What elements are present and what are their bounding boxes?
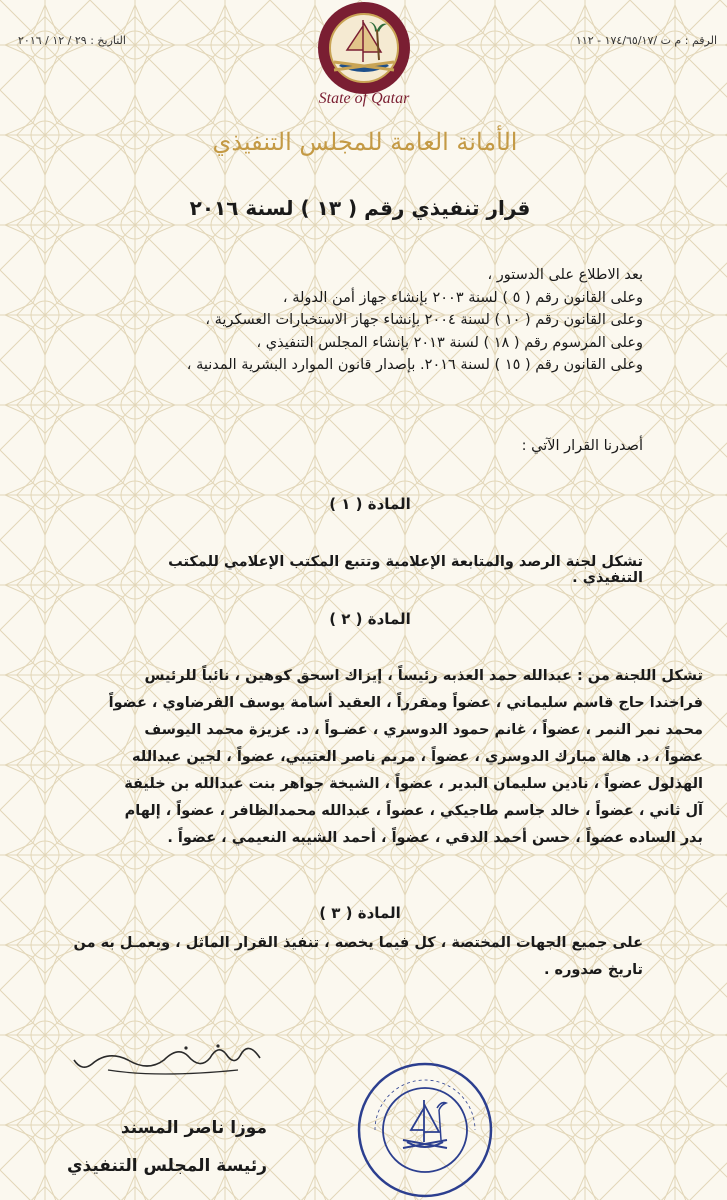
preamble-line: وعلى القانون رقم ( ١٥ ) لسنة ٢٠١٦. بإصدار قانون الموارد البشرية المدنية ،	[186, 357, 643, 373]
article-2-line: محمد نمر النمر ، عضواً ، غانم حمود الدوسري ، عضـواً ، د. عزيزة محمد اليوسف	[144, 722, 703, 738]
article-1-heading: المادة ( ١ )	[329, 495, 411, 513]
secretariat-heading: الأمانة العامة للمجلس التنفيذي	[212, 128, 518, 156]
state-emblem-icon	[289, 0, 439, 110]
preamble-line: وعلى القانون رقم ( ١٠ ) لسنة ٢٠٠٤ بإنشاء جهاز الاستخبارات العسكرية ،	[205, 312, 643, 328]
signature-image	[68, 1030, 268, 1080]
decree-title: قرار تنفيذي رقم ( ١٣ ) لسنة ٢٠١٦	[189, 196, 531, 220]
preamble-line: وعلى القانون رقم ( ٥ ) لسنة ٢٠٠٣ بإنشاء جهاز أمن الدولة ،	[282, 289, 643, 306]
preamble-line: وعلى المرسوم رقم ( ١٨ ) لسنة ٢٠١٣ بإنشاء المجلس التنفيذي ،	[256, 334, 643, 351]
article-3-line: تاريخ صدوره .	[543, 962, 643, 978]
article-3-text	[43, 930, 643, 984]
decree-date: التاريخ : ٢٩ / ١٢ / ٢٠١٦	[18, 34, 126, 47]
article-1-text: تشكل لجنة الرصد والمتابعة الإعلامية وتتبع المكتب الإعلامي للمكتب التنفيذي .	[168, 554, 643, 586]
article-3-heading: المادة ( ٣ )	[319, 904, 401, 922]
article-2-text	[23, 663, 703, 852]
article-3-line: على جميع الجهات المختصة ، كل فيما يخصه ، تنفيذ القرار الماثل ، ويعمـل به من	[73, 935, 643, 951]
article-2-line: عضواً ، د. هالة مبارك الدوسري ، عضواً ، مريم ناصر العتيبي، عضواً ، لجين عبدالله	[131, 749, 703, 765]
issued-statement: أصدرنا القرار الآتي :	[521, 438, 643, 454]
preamble-line: بعد الاطلاع على الدستور ،	[487, 267, 643, 283]
official-stamp-icon	[355, 1060, 495, 1200]
article-2-line: فراخندا حاج قاسم سليماني ، عضواً ومقرراً ، العقيد أسامة يوسف القرضاوي ، عضواً	[108, 695, 703, 711]
preamble	[103, 264, 643, 377]
reference-number: الرقم : م ت /١٧٤/٦٥/١٧ - ١١٢	[575, 34, 717, 47]
article-2-line: بدر الساده عضواً ، حسن أحمد الدقي ، عضواً ، أحمد الشيبه النعيمي ، عضواً .	[167, 830, 703, 846]
article-2-heading: المادة ( ٢ )	[329, 610, 411, 628]
article-2-line: الهذلول عضواً ، نادين سليمان البدير ، عضواً ، الشيخة جواهر بنت عبدالله بن خليفة	[124, 776, 703, 792]
signatory-name: موزا ناصر المسند	[120, 1118, 267, 1138]
signatory-position: رئيسة المجلس التنفيذي	[66, 1156, 267, 1176]
emblem-lettering: State of Qatar	[318, 90, 410, 107]
article-2-line: آل ثاني ، عضواً ، خالد جاسم طاجيكي ، عضواً ، عبدالله محمدالظافر ، عضواً ، إلهام	[124, 803, 703, 819]
article-2-line: تشكل اللجنة من : عبدالله حمد العذبه رئيساً ، إيزاك اسحق كوهين ، نائباً للرئيس	[144, 668, 703, 684]
